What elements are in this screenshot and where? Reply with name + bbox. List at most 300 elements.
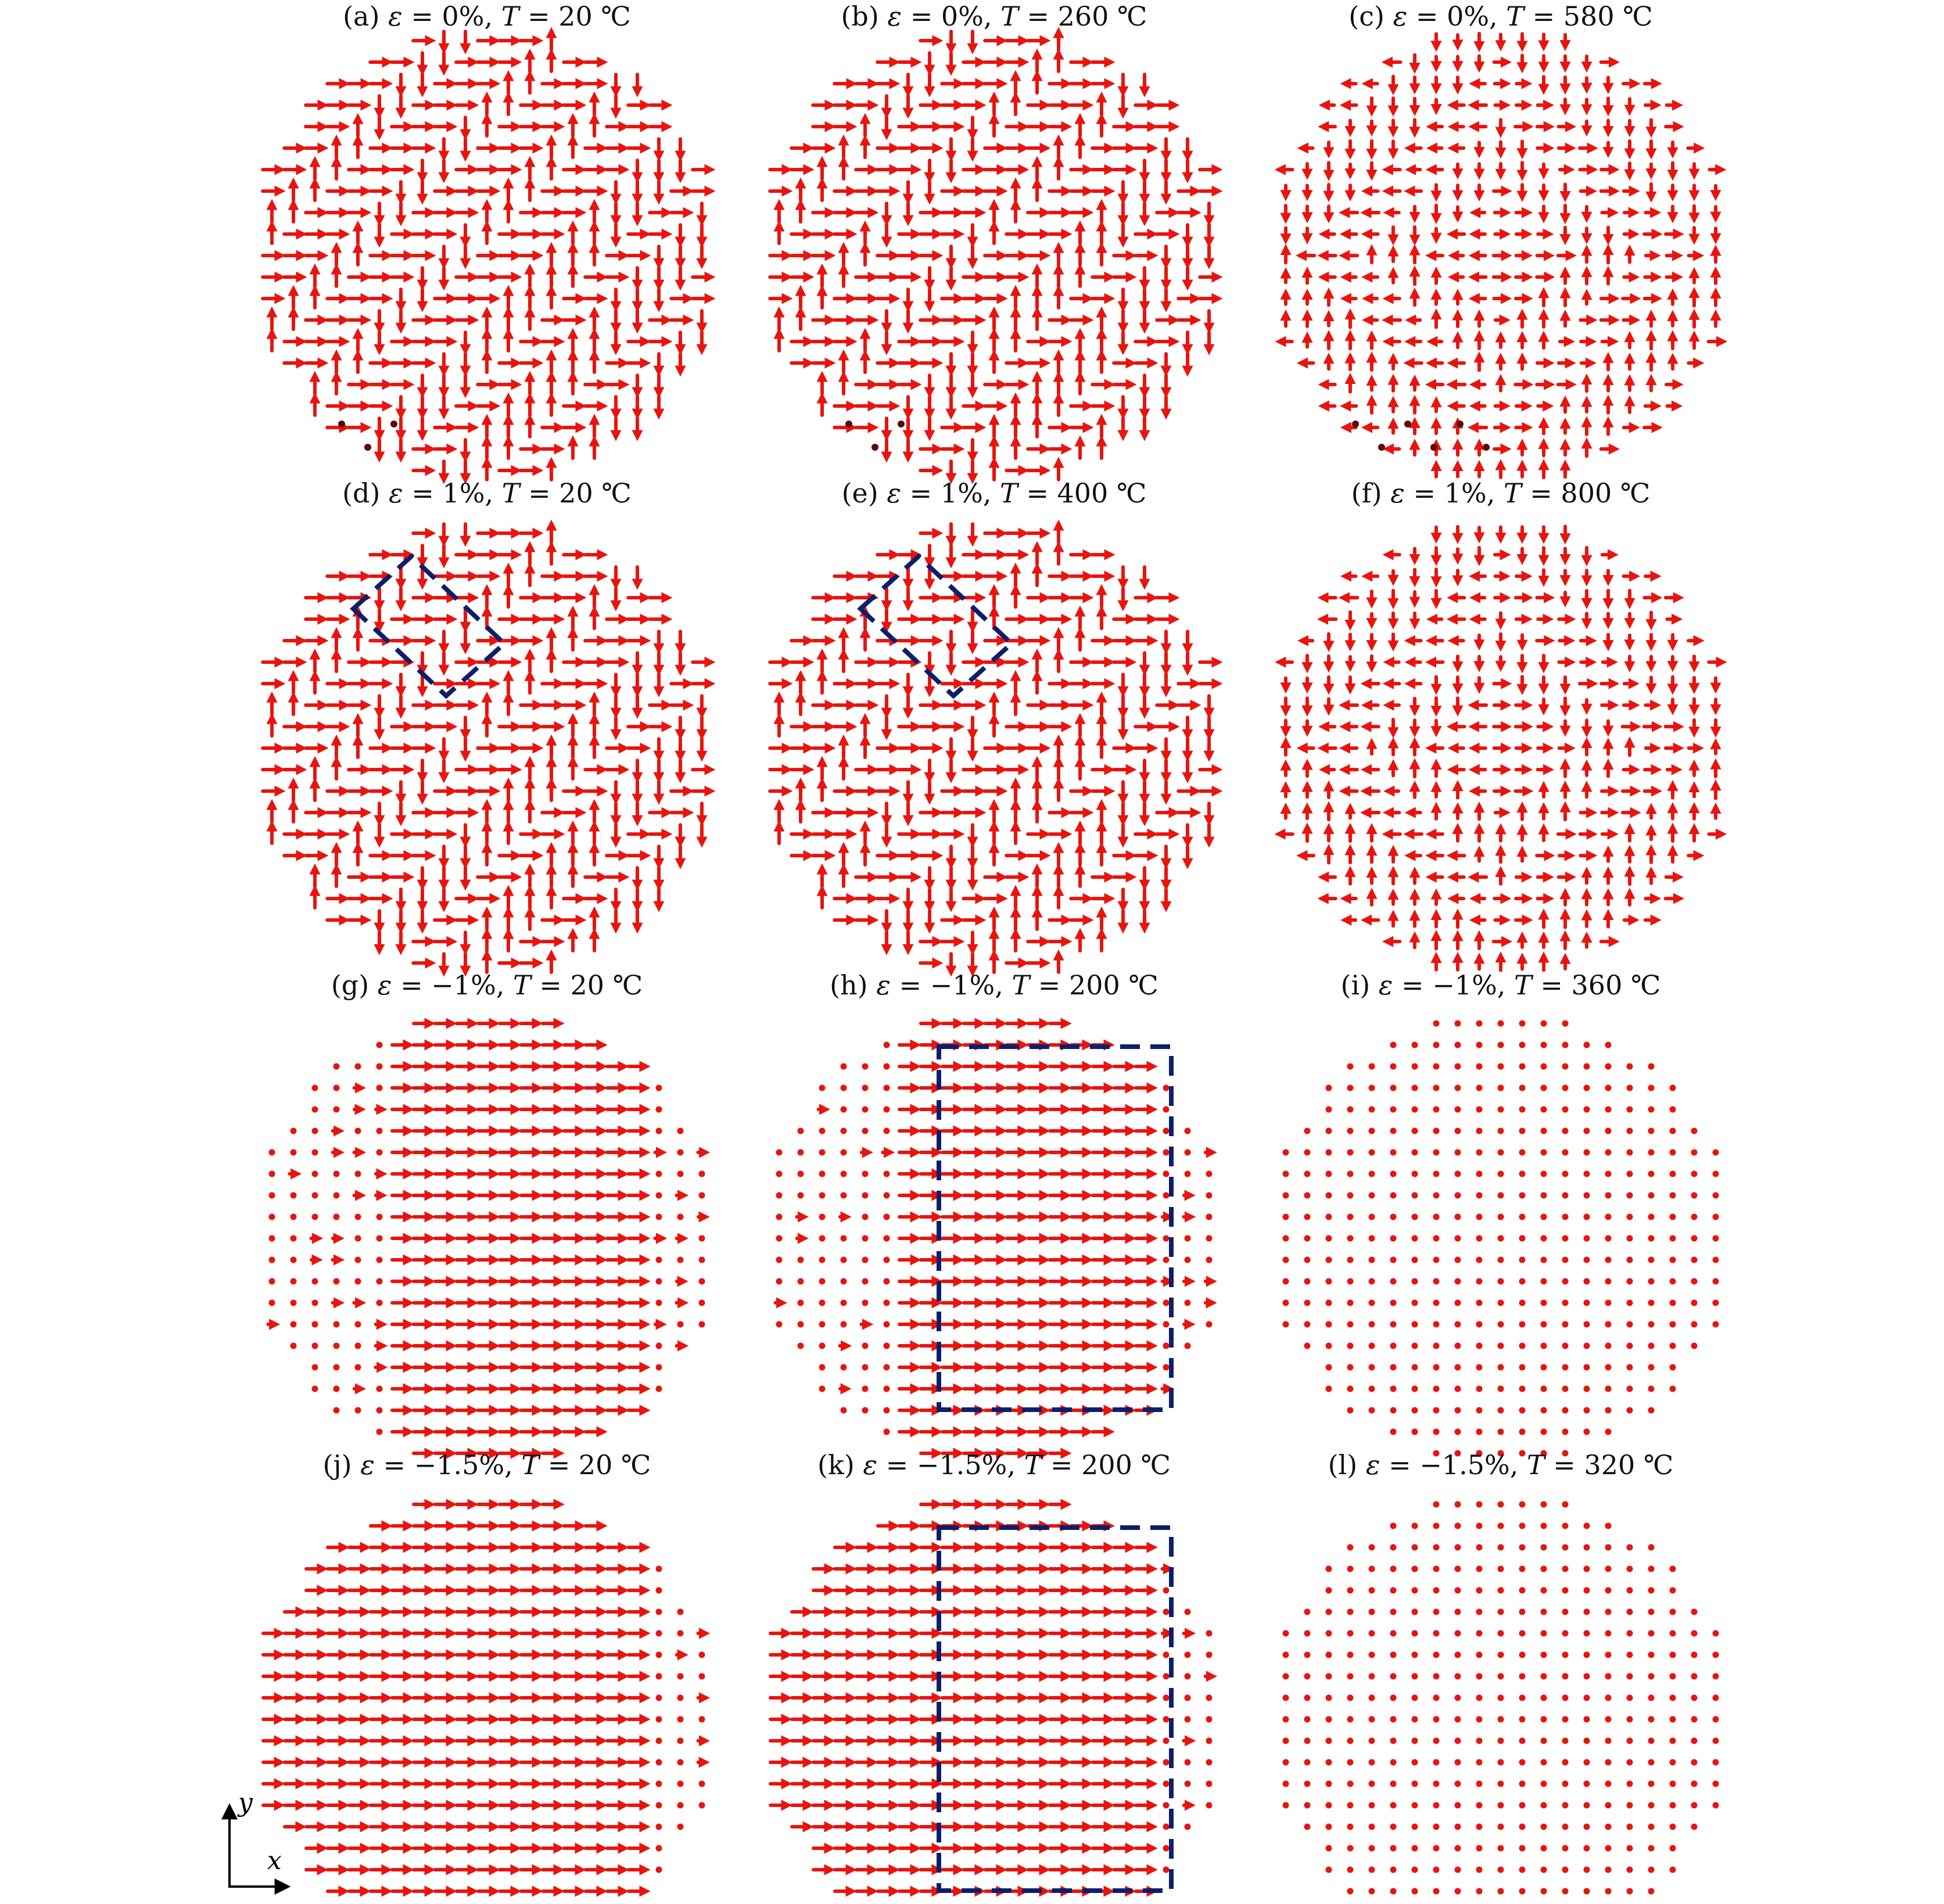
dipole-dot: [1670, 1192, 1676, 1199]
dipole-dot: [1498, 1192, 1504, 1199]
dipole-dot: [1498, 1587, 1504, 1594]
dipole-dot: [1347, 1386, 1354, 1392]
dipole-dot: [1476, 1802, 1483, 1809]
dipole-dot: [1390, 1738, 1397, 1744]
dipole-dot: [1562, 1407, 1569, 1414]
dipole-dot: [1541, 1364, 1547, 1371]
dipole-dot: [1283, 1695, 1289, 1701]
dipole-dot: [1163, 1128, 1170, 1134]
dipole-dot: [1455, 1781, 1461, 1787]
dipole-dot: [1670, 1257, 1676, 1263]
dipole-dot: [1304, 1630, 1311, 1637]
dipole-dot: [1562, 1386, 1569, 1392]
dipole-dot: [1605, 1429, 1612, 1435]
caption-temp-value: 580: [1563, 1, 1615, 32]
dipole-dot: [1648, 1566, 1655, 1572]
caption-strain-symbol: ε: [360, 1449, 375, 1481]
dipole-dot: [1648, 1759, 1655, 1766]
dipole-dot: [1455, 1321, 1461, 1328]
dipole-dot: [376, 1214, 383, 1220]
dipole-dot: [1433, 1386, 1440, 1392]
dipole-dot: [1519, 1192, 1526, 1199]
dipole-dot: [776, 1257, 783, 1263]
dipole-dot: [1713, 1716, 1719, 1723]
dipole-dot: [1648, 1278, 1655, 1285]
caption-sep: ,: [1007, 1449, 1024, 1481]
dipole-dot: [1433, 1673, 1440, 1680]
dipole-dot: [1562, 1652, 1569, 1658]
dipole-dot: [1498, 1214, 1504, 1220]
dipole-dot: [1369, 1300, 1375, 1306]
dipole-dot: [1648, 1609, 1655, 1615]
dipole-dot: [1627, 1192, 1633, 1199]
dipole-dot: [862, 1386, 869, 1392]
dipole-dot: [1412, 1609, 1418, 1615]
dipole-dot: [1562, 1888, 1569, 1895]
dipole-dot: [1498, 1321, 1504, 1328]
dipole-dot: [677, 1781, 684, 1787]
dipole-dot: [1304, 1759, 1311, 1766]
dipole-dot: [1347, 1695, 1354, 1701]
dipole-dot: [1498, 1888, 1504, 1895]
dipole-dot: [1605, 1128, 1612, 1134]
dipole-dot: [1369, 1235, 1375, 1242]
dipole-dot: [1670, 1235, 1676, 1242]
dark-dipole-dot: [871, 444, 878, 451]
dipole-dot: [798, 1192, 804, 1199]
dipole-dot: [1347, 1107, 1354, 1113]
dipole-dot: [1627, 1386, 1633, 1392]
dipole-dot: [1713, 1300, 1719, 1306]
dipole-dot: [677, 1716, 684, 1723]
dipole-dot: [1713, 1149, 1719, 1156]
dipole-dot: [1648, 1257, 1655, 1263]
dipole-dot: [355, 1235, 361, 1242]
dipole-dot: [1519, 1673, 1526, 1680]
caption-temp-unit: ℃: [1120, 969, 1158, 1001]
dipole-dot: [884, 1407, 890, 1414]
dipole-dot: [1369, 1609, 1375, 1615]
dipole-dot: [1541, 1343, 1547, 1349]
dipole-dot: [1304, 1802, 1311, 1809]
dipole-dot: [1605, 1781, 1612, 1787]
dipole-dot: [1476, 1738, 1483, 1744]
caption-strain-value: −1.5%: [916, 1449, 1007, 1481]
dipole-dot: [1519, 1738, 1526, 1744]
dipole-dot: [1476, 1064, 1483, 1070]
dipole-dot: [1369, 1064, 1375, 1070]
dipole-dot: [1476, 1021, 1483, 1027]
dipole-dot: [1326, 1867, 1332, 1873]
dipole-dot: [1541, 1824, 1547, 1830]
dipole-dot: [1498, 1867, 1504, 1873]
dipole-dot: [1476, 1673, 1483, 1680]
caption-temp-symbol: T: [1503, 477, 1522, 509]
dipole-dot: [1185, 1257, 1191, 1263]
dipole-dot: [1163, 1192, 1170, 1199]
dipole-dot: [1627, 1407, 1633, 1414]
dipole-dot: [1455, 1257, 1461, 1263]
dipole-dot: [1412, 1587, 1418, 1594]
dipole-dot: [1433, 1716, 1440, 1723]
dipole-dot: [1455, 1523, 1461, 1529]
dipole-dot: [1326, 1802, 1332, 1809]
dipole-dot: [1390, 1566, 1397, 1572]
dipole-dot: [1347, 1544, 1354, 1551]
dipole-dot: [841, 1192, 847, 1199]
dipole-grid-b: [770, 31, 1218, 480]
dipole-dot: [1562, 1235, 1569, 1242]
dipole-dot: [1369, 1278, 1375, 1285]
caption-sep: ,: [485, 477, 502, 509]
dark-dipole-dot: [1430, 444, 1437, 451]
dipole-dot: [1369, 1364, 1375, 1371]
dipole-dot: [1390, 1149, 1397, 1156]
dipole-dot: [1304, 1738, 1311, 1744]
caption-strain-value: −1.5%: [1419, 1449, 1510, 1481]
dipole-dot: [1326, 1759, 1332, 1766]
dipole-dot: [1412, 1128, 1418, 1134]
dipole-dot: [1519, 1021, 1526, 1027]
dipole-dot: [862, 1085, 869, 1091]
dipole-dot: [798, 1171, 804, 1177]
dipole-dot: [1326, 1824, 1332, 1830]
dipole-dot: [819, 1192, 826, 1199]
dipole-dot: [1283, 1738, 1289, 1744]
dipole-dot: [1326, 1085, 1332, 1091]
dipole-dot: [1412, 1523, 1418, 1529]
panel-f: [1279, 477, 1723, 970]
dipole-dot: [1206, 1759, 1213, 1766]
dipole-dot: [1584, 1716, 1590, 1723]
dipole-dot: [1584, 1888, 1590, 1895]
dipole-dot: [677, 1673, 684, 1680]
dipole-dot: [1476, 1587, 1483, 1594]
dipole-dot: [884, 1214, 890, 1220]
dipole-dot: [1347, 1064, 1354, 1070]
dipole-dot: [1185, 1824, 1191, 1830]
dipole-dot: [1627, 1278, 1633, 1285]
dipole-dot: [1627, 1738, 1633, 1744]
dipole-dot: [699, 1300, 705, 1306]
dipole-dot: [1476, 1759, 1483, 1766]
dipole-dot: [1541, 1738, 1547, 1744]
caption-equals-2: =: [530, 969, 571, 1001]
dipole-dot: [1390, 1214, 1397, 1220]
dipole-dot: [1670, 1587, 1676, 1594]
dipole-dot: [656, 1587, 662, 1594]
dipole-dot: [1455, 1278, 1461, 1285]
dipole-dot: [1562, 1343, 1569, 1349]
dipole-dot: [1691, 1695, 1698, 1701]
dipole-dot: [656, 1781, 662, 1787]
caption-strain-symbol: ε: [389, 477, 403, 509]
dipole-dot: [1283, 1171, 1289, 1177]
dipole-dot: [1670, 1321, 1676, 1328]
dipole-dot: [376, 1235, 383, 1242]
dipole-dot: [1412, 1171, 1418, 1177]
dipole-dot: [1648, 1321, 1655, 1328]
dipole-dot: [1691, 1171, 1698, 1177]
dipole-dot: [1390, 1064, 1397, 1070]
dipole-dot: [1433, 1343, 1440, 1349]
dipole-dot: [1455, 1235, 1461, 1242]
dipole-dot: [1670, 1824, 1676, 1830]
dipole-dot: [1670, 1128, 1676, 1134]
caption-equals-2: =: [1018, 1, 1058, 32]
caption-strain-value: −1%: [1432, 969, 1497, 1001]
caption-label: (f): [1351, 477, 1391, 509]
dipole-dot: [1541, 1107, 1547, 1113]
caption-strain-symbol: ε: [1393, 1, 1408, 32]
dipole-dot: [1713, 1759, 1719, 1766]
panel-i: [1283, 969, 1719, 1457]
dipole-grid-c: [1279, 34, 1723, 477]
caption-label: (k): [817, 1449, 863, 1481]
dipole-dot: [1519, 1128, 1526, 1134]
panel-e: [770, 477, 1218, 972]
dipole-dot: [1541, 1652, 1547, 1658]
caption-equals-2: =: [539, 1449, 579, 1481]
dipole-dot: [1283, 1630, 1289, 1637]
dipole-dot: [1283, 1214, 1289, 1220]
dipole-dot: [1627, 1171, 1633, 1177]
dipole-dot: [1476, 1386, 1483, 1392]
dipole-dot: [1433, 1888, 1440, 1895]
dipole-dot: [1283, 1673, 1289, 1680]
dipole-dot: [1498, 1738, 1504, 1744]
dipole-dot: [1163, 1759, 1170, 1766]
caption-sep: ,: [496, 969, 514, 1001]
dipole-dot: [1304, 1214, 1311, 1220]
x-axis-label: x: [267, 1846, 282, 1876]
dipole-dot: [1541, 1523, 1547, 1529]
dipole-dot: [1541, 1214, 1547, 1220]
dipole-dot: [1519, 1429, 1526, 1435]
dipole-dot: [1455, 1429, 1461, 1435]
dipole-dot: [1206, 1235, 1213, 1242]
dipole-dot: [841, 1085, 847, 1091]
dipole-dot: [1562, 1501, 1569, 1508]
dipole-grid-j: [263, 1504, 705, 1904]
dipole-dot: [1562, 1171, 1569, 1177]
dipole-dot: [1206, 1321, 1213, 1328]
dipole-dot: [1562, 1278, 1569, 1285]
dipole-dot: [1369, 1673, 1375, 1680]
caption-temp-value: 20: [559, 477, 593, 509]
dipole-dot: [1713, 1257, 1719, 1263]
dipole-dot: [1648, 1652, 1655, 1658]
dipole-dot: [1584, 1609, 1590, 1615]
dipole-dot: [1390, 1107, 1397, 1113]
dipole-dot: [1476, 1695, 1483, 1701]
dipole-dot: [1584, 1149, 1590, 1156]
dipole-dot: [1519, 1587, 1526, 1594]
dipole-dot: [1206, 1257, 1213, 1263]
dipole-dot: [1304, 1824, 1311, 1830]
dipole-dot: [841, 1278, 847, 1285]
dipole-dot: [1670, 1364, 1676, 1371]
dark-dipole-dot: [1378, 444, 1385, 451]
dipole-dot: [1605, 1085, 1612, 1091]
dipole-dot: [1369, 1587, 1375, 1594]
dipole-dot: [1476, 1235, 1483, 1242]
dipole-dot: [1412, 1192, 1418, 1199]
dipole-dot: [1605, 1523, 1612, 1529]
dipole-dot: [333, 1107, 340, 1113]
dipole-dot: [1163, 1343, 1170, 1349]
dipole-dot: [656, 1716, 662, 1723]
dipole-dot: [1433, 1523, 1440, 1529]
dipole-dot: [1412, 1064, 1418, 1070]
dipole-dot: [1433, 1824, 1440, 1830]
dipole-dot: [1691, 1609, 1698, 1615]
dipole-dot: [1476, 1544, 1483, 1551]
dipole-dot: [1433, 1149, 1440, 1156]
dipole-dot: [1455, 1300, 1461, 1306]
dipole-grid-f: [1279, 526, 1723, 970]
dipole-dot: [1670, 1845, 1676, 1852]
dipole-dot: [1605, 1235, 1612, 1242]
caption-strain-symbol: ε: [887, 1, 902, 32]
dipole-dot: [699, 1652, 705, 1658]
dipole-dot: [1206, 1781, 1213, 1787]
caption-equals: =: [1380, 1449, 1420, 1481]
dipole-dot: [1648, 1107, 1655, 1113]
dipole-dot: [1163, 1845, 1170, 1852]
dipole-dot: [1476, 1716, 1483, 1723]
dipole-dot: [1713, 1695, 1719, 1701]
dipole-dot: [1304, 1192, 1311, 1199]
dipole-dot: [1476, 1501, 1483, 1508]
dipole-dot: [1433, 1042, 1440, 1048]
dipole-dot: [656, 1300, 662, 1306]
dipole-dot: [1433, 1544, 1440, 1551]
dipole-dot: [884, 1278, 890, 1285]
dipole-dot: [1433, 1235, 1440, 1242]
dipole-dot: [1163, 1300, 1170, 1306]
dipole-dot: [1562, 1781, 1569, 1787]
dipole-dot: [1390, 1587, 1397, 1594]
dipole-dot: [312, 1171, 318, 1177]
dipole-dot: [1433, 1429, 1440, 1435]
dipole-dot: [776, 1214, 783, 1220]
dipole-dot: [1541, 1278, 1547, 1285]
dipole-dot: [1584, 1867, 1590, 1873]
dipole-dot: [1206, 1652, 1213, 1658]
dipole-dot: [862, 1300, 869, 1306]
dipole-dot: [1670, 1867, 1676, 1873]
dipole-dot: [862, 1128, 869, 1134]
dipole-dot: [1541, 1257, 1547, 1263]
dipole-dot: [1605, 1609, 1612, 1615]
dipole-dot: [1185, 1171, 1191, 1177]
dark-dipole-dot: [364, 444, 371, 451]
caption-strain-symbol: ε: [377, 969, 392, 1001]
dipole-dot: [1691, 1300, 1698, 1306]
dipole-dot: [1562, 1867, 1569, 1873]
caption-equals: =: [1407, 1, 1447, 32]
dipole-grid-k: [770, 1504, 1213, 1904]
dipole-dot: [1562, 1523, 1569, 1529]
dipole-dot: [1562, 1587, 1569, 1594]
dipole-dot: [1163, 1802, 1170, 1809]
dipole-dot: [1519, 1042, 1526, 1048]
dipole-dot: [1691, 1738, 1698, 1744]
dipole-dot: [333, 1343, 340, 1349]
dipole-dot: [1627, 1107, 1633, 1113]
dipole-dot: [1206, 1695, 1213, 1701]
dipole-dot: [1713, 1214, 1719, 1220]
caption-temp-symbol: T: [1506, 1, 1524, 32]
dipole-dot: [1584, 1824, 1590, 1830]
dipole-dot: [1648, 1300, 1655, 1306]
dipole-dot: [1498, 1824, 1504, 1830]
caption-sep: ,: [484, 1, 501, 32]
dipole-dot: [656, 1128, 662, 1134]
dipole-dot: [1627, 1364, 1633, 1371]
dipole-dot: [1206, 1802, 1213, 1809]
dipole-dot: [1584, 1085, 1590, 1091]
panel-a: [263, 1, 711, 480]
dipole-dot: [1541, 1888, 1547, 1895]
dipole-dot: [1433, 1867, 1440, 1873]
dipole-dot: [1498, 1501, 1504, 1508]
dipole-dot: [1605, 1695, 1612, 1701]
dipole-dot: [1476, 1128, 1483, 1134]
panel-b: [770, 1, 1218, 480]
dipole-dot: [1562, 1128, 1569, 1134]
panel-h: [776, 969, 1213, 1453]
dipole-dot: [1283, 1235, 1289, 1242]
dipole-dot: [1713, 1171, 1719, 1177]
dipole-dot: [1455, 1716, 1461, 1723]
dipole-dot: [1455, 1501, 1461, 1508]
caption-temp-symbol: T: [521, 1449, 540, 1481]
dipole-dot: [355, 1364, 361, 1371]
dipole-dot: [1648, 1235, 1655, 1242]
dipole-dot: [1163, 1149, 1170, 1156]
panel-caption-j: [322, 1449, 651, 1481]
dipole-dot: [1304, 1609, 1311, 1615]
caption-equals-2: =: [1030, 969, 1069, 1001]
panel-caption-l: [1328, 1449, 1674, 1481]
dipole-dot: [1627, 1128, 1633, 1134]
dipole-dot: [376, 1128, 383, 1134]
dipole-dot: [1648, 1192, 1655, 1199]
dipole-dot: [1541, 1501, 1547, 1508]
dipole-dot: [677, 1630, 684, 1637]
caption-temp-unit: ℃: [1635, 1449, 1674, 1481]
dipole-dot: [1390, 1695, 1397, 1701]
dipole-dot: [355, 1407, 361, 1414]
dipole-dot: [1519, 1501, 1526, 1508]
dipole-dot: [1412, 1695, 1418, 1701]
dipole-dot: [1455, 1064, 1461, 1070]
dipole-dot: [776, 1235, 783, 1242]
dipole-dot: [1412, 1630, 1418, 1637]
dipole-dot: [1627, 1716, 1633, 1723]
dipole-dot: [1390, 1192, 1397, 1199]
dipole-dot: [841, 1364, 847, 1371]
dipole-dot: [1584, 1321, 1590, 1328]
dipole-dot: [1390, 1609, 1397, 1615]
panel-caption-h: [830, 969, 1158, 1001]
dipole-dot: [1584, 1407, 1590, 1414]
dipole-dot: [1455, 1630, 1461, 1637]
dipole-dot: [1455, 1107, 1461, 1113]
dipole-dot: [312, 1214, 318, 1220]
